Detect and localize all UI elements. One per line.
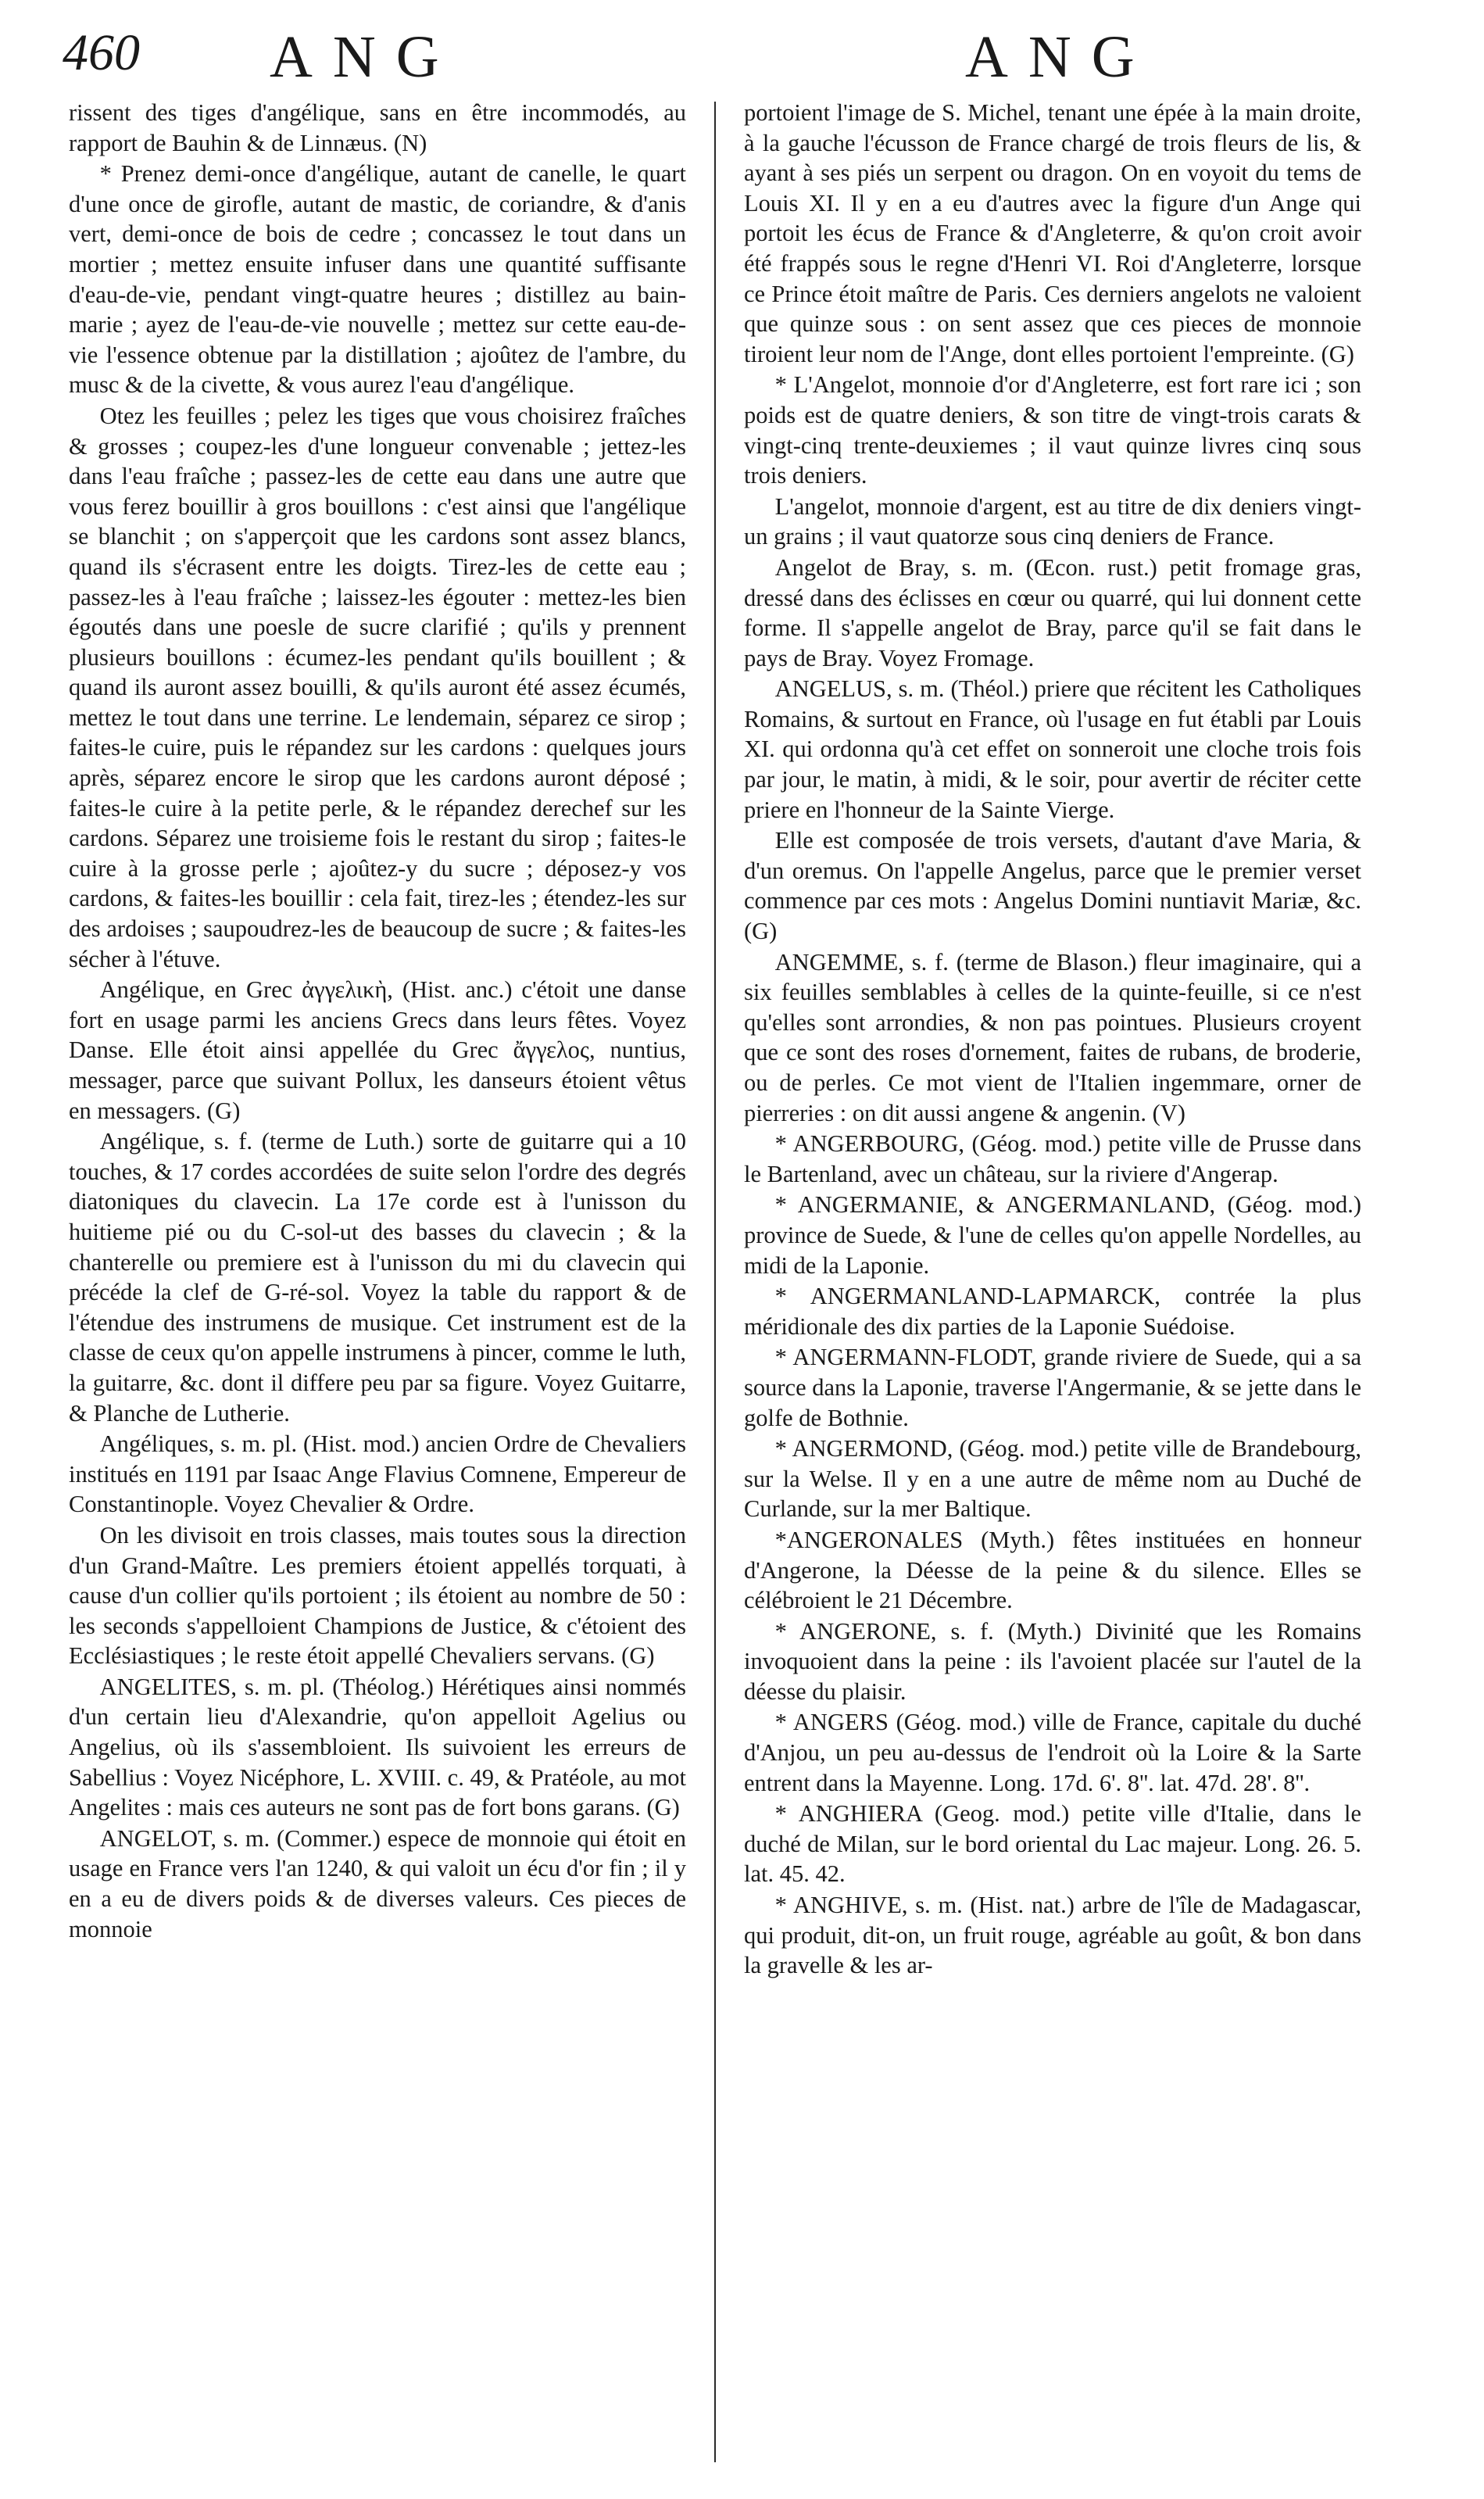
paragraph: * Prenez demi-once d'angélique, autant de canelle, le quart d'une once de girofle, autant de mastic, de coriandre, & d'anis vert, demi-once de bois de cedre ; concassez le tout dans un mortier ; mettez ensuite infuser dans une quantité suffisante d'eau-de-vie, pendant vingt-quatre heures ; distillez au bain-marie ; ayez de l'eau-de-vie nouvelle ; mettez sur cette eau-de-vie l'essence obtenue par la distillation ; ajoûtez de l'ambre, du musc & de la civette, & vous aurez l'eau d'angélique. bbox=[69, 160, 686, 399]
paragraph: ANGELOT, s. m. (Commer.) espece de monnoie qui étoit en usage en France vers l'an 1240, & qui valoit un écu d'or fin ; il y en a eu de divers poids & de diverses valeurs. Ces pieces de monnoie bbox=[69, 1824, 686, 1942]
paragraph: Angelot de Bray, s. m. (Œcon. rust.) petit fromage gras, dressé dans des éclisses en cœur ou quarré, qui lui donnent cette forme. Il s'appelle angelot de Bray, parce qu'il se fait dans le pays de Bray. Voyez Fromage. bbox=[744, 553, 1361, 671]
paragraph: * ANGERMANLAND-LAPMARCK, contrée la plus méridionale des dix parties de la Laponie Suédoise. bbox=[744, 1283, 1361, 1340]
page-number: 460 bbox=[63, 24, 140, 81]
paragraph: * ANGERMOND, (Géog. mod.) petite ville de Brandebourg, sur la Welse. Il y en a une autre de même nom au Duché de Curlande, sur la mer Baltique. bbox=[744, 1435, 1361, 1523]
paragraph: Otez les feuilles ; pelez les tiges que vous choisirez fraîches & grosses ; coupez-les d'une longueur convenable ; jettez-les dans l'eau fraîche ; passez-les de cette eau dans une autre que vous ferez bouillir à gros bouillons : c'est ainsi que l'angélique se blanchit ; on s'apperçoit que les cardons sont assez blancs, quand ils s'écrasent entre les doigts. Tirez-les de cette eau ; passez-les à l'eau fraîche ; laissez-les égouter : mettez-les bien égoutés dans une poesle de sucre clarifié ; qu'ils y prennent plusieurs bouillons : écumez-les pendant qu'ils bouillent ; & quand ils auront assez bouilli, & qu'ils auront été assez écumés, mettez le tout dans une terrine. Le lendemain, séparez ce sirop ; faites-le cuire, puis le répandez sur les cardons : quelques jours après, séparez encore le sirop que les cardons auront déposé ; faites-le cuire à la petite perle, & le répandez derechef sur les cardons. Séparez une troisieme fois le restant du sirop ; faites-le cuire à la grosse perle ; ajoûtez-y du sucre ; déposez-y vos cardons, & faites-les bouillir : cela fait, tirez-les ; étendez-les sur des ardoises ; saupoudrez-les de beaucoup de sucre ; & faites-les sécher à l'étuve. bbox=[69, 402, 686, 972]
right-column bbox=[744, 98, 1361, 1982]
paragraph: Angélique, s. f. (terme de Luth.) sorte de guitarre qui a 10 touches, & 17 cordes accordées de suite selon l'ordre des degrés diatoniques du clavecin. La 17e corde est à l'unisson du huitieme pié ou du C-sol-ut des basses du clavecin ; & la chanterelle ou premiere est à l'unisson du mi du clavecin qui précéde la clef de G-ré-sol. Voyez la table du rapport & de l'étendue des instrumens de musique. Cet instrument est de la classe de ceux qu'on appelle instrumens à pincer, comme le luth, la guitarre, &c. dont il differe peu par sa figure. Voyez Guitarre, & Planche de Lutherie. bbox=[69, 1128, 686, 1427]
paragraph: Elle est composée de trois versets, d'autant d'ave Maria, & d'un oremus. On l'appelle Angelus, parce que le premier verset commence par ces mots : Angelus Domini nuntiavit Mariæ, &c. (G) bbox=[744, 827, 1361, 945]
paragraph: rissent des tiges d'angélique, sans en être incommodés, au rapport de Bauhin & de Linnæus. (N) bbox=[69, 99, 686, 156]
paragraph: Angélique, en Grec ἀγγελικὴ, (Hist. anc.) c'étoit une danse fort en usage parmi les anciens Grecs dans leurs fêtes. Voyez Danse. Elle étoit ainsi appellée du Grec ἄγγελος, nuntius, messager, parce que suivant Pollux, les danseurs étoient vêtus en messagers. (G) bbox=[69, 976, 686, 1124]
paragraph: * ANGERBOURG, (Géog. mod.) petite ville de Prusse dans le Bartenland, avec un château, sur la riviere d'Angerap. bbox=[744, 1130, 1361, 1187]
paragraph: * L'Angelot, monnoie d'or d'Angleterre, est fort rare ici ; son poids est de quatre deniers, & son titre de vingt-trois carats & vingt-cinq trente-deuxiemes ; il vaut quinze livres cinq sous trois deniers. bbox=[744, 371, 1361, 489]
column-divider bbox=[714, 102, 716, 2462]
paragraph: *ANGERONALES (Myth.) fêtes instituées en honneur d'Angerone, la Déesse de la peine & du silence. Elles se célébroient le 21 Décembre. bbox=[744, 1526, 1361, 1614]
paragraph: portoient l'image de S. Michel, tenant une épée à la main droite, à la gauche l'écusson de France chargé de trois fleurs de lis, & ayant à ses piés un serpent ou dragon. On en voyoit du tems de Louis XI. Il y en a eu d'autres avec la figure d'un Ange qui portoit les écus de France & d'Angleterre, & qu'on croit avoir été frappés sous le regne d'Henri VI. Roi d'Angleterre, lorsque ce Prince étoit maître de Paris. Ces derniers angelots ne valoient que quinze sous : on sent assez que ces pieces de monnoie tiroient leur nom de l'Ange, dont elles portoient l'empreinte. (G) bbox=[744, 99, 1361, 367]
paragraph: * ANGHIERA (Geog. mod.) petite ville d'Italie, dans le duché de Milan, sur le bord oriental du Lac majeur. Long. 26. 5. lat. 45. 42. bbox=[744, 1800, 1361, 1888]
paragraph: * ANGERMANIE, & ANGERMANLAND, (Géog. mod.) province de Suede, & l'une de celles qu'on appelle Nordelles, au midi de la Laponie. bbox=[744, 1191, 1361, 1279]
paragraph: On les divisoit en trois classes, mais toutes sous la direction d'un Grand-Maître. Les premiers étoient appellés torquati, à cause d'un collier qu'ils portoient ; ils étoient au nombre de 50 : les seconds s'appelloient Champions de Justice, & c'étoient des Ecclésiastiques ; le reste étoit appellé Chevaliers servans. (G) bbox=[69, 1521, 686, 1670]
paragraph: L'angelot, monnoie d'argent, est au titre de dix deniers vingt-un grains ; il vaut quatorze sous cinq deniers de France. bbox=[744, 492, 1361, 550]
left-column bbox=[69, 98, 686, 1945]
paragraph: Angéliques, s. m. pl. (Hist. mod.) ancien Ordre de Chevaliers institués en 1191 par Isaac Ange Flavius Comnene, Empereur de Constantinople. Voyez Chevalier & Ordre. bbox=[69, 1430, 686, 1518]
paragraph: * ANGERONE, s. f. (Myth.) Divinité que les Romains invoquoient dans la peine : ils l'avoient placée sur l'autel de la déesse du plaisir. bbox=[744, 1617, 1361, 1705]
paragraph: * ANGERS (Géog. mod.) ville de France, capitale du duché d'Anjou, un peu au-dessus de l'endroit où la Loire & la Sarte entrent dans la Mayenne. Long. 17d. 6'. 8''. lat. 47d. 28'. 8''. bbox=[744, 1709, 1361, 1796]
paragraph: ANGELUS, s. m. (Théol.) priere que récitent les Catholiques Romains, & surtout en France, où l'usage en fut établi par Louis XI. qui ordonna qu'à cet effet on sonneroit une cloche trois fois par jour, le matin, à midi, & le soir, pour avertir de réciter cette priere en l'honneur de la Sainte Vierge. bbox=[744, 675, 1361, 823]
paragraph: ANGELITES, s. m. pl. (Théolog.) Hérétiques ainsi nommés d'un certain lieu d'Alexandrie, qu'on appelloit Agelius ou Angelius, où ils s'assembloient. Ils suivoient les erreurs de Sabellius : Voyez Nicéphore, L. XVIII. c. 49, & Pratéole, au mot Angelites : mais ces auteurs ne sont pas de fort bons garans. (G) bbox=[69, 1673, 686, 1821]
paragraph: * ANGERMANN-FLODT, grande riviere de Suede, qui a sa source dans la Laponie, traverse l'Angermanie, & se jette dans le golfe de Bothnie. bbox=[744, 1344, 1361, 1431]
running-head-right: ANG bbox=[965, 24, 1155, 90]
paragraph: ANGEMME, s. f. (terme de Blason.) fleur imaginaire, qui a six feuilles semblables à celles de la quinte-feuille, si ce n'est qu'elles sont arrondies, & non pas pointues. Plusieurs croyent que ce sont des roses d'ornement, faites de rubans, de broderie, ou de perles. Ce mot vient de l'Italien ingemmare, orner de pierreries : on dit aussi angene & angenin. (V) bbox=[744, 948, 1361, 1126]
paragraph: * ANGHIVE, s. m. (Hist. nat.) arbre de l'île de Madagascar, qui produit, dit-on, un fruit rouge, agréable au goût, & bon dans la gravelle & les ar- bbox=[744, 1892, 1361, 1979]
running-head-left: ANG bbox=[270, 24, 460, 90]
